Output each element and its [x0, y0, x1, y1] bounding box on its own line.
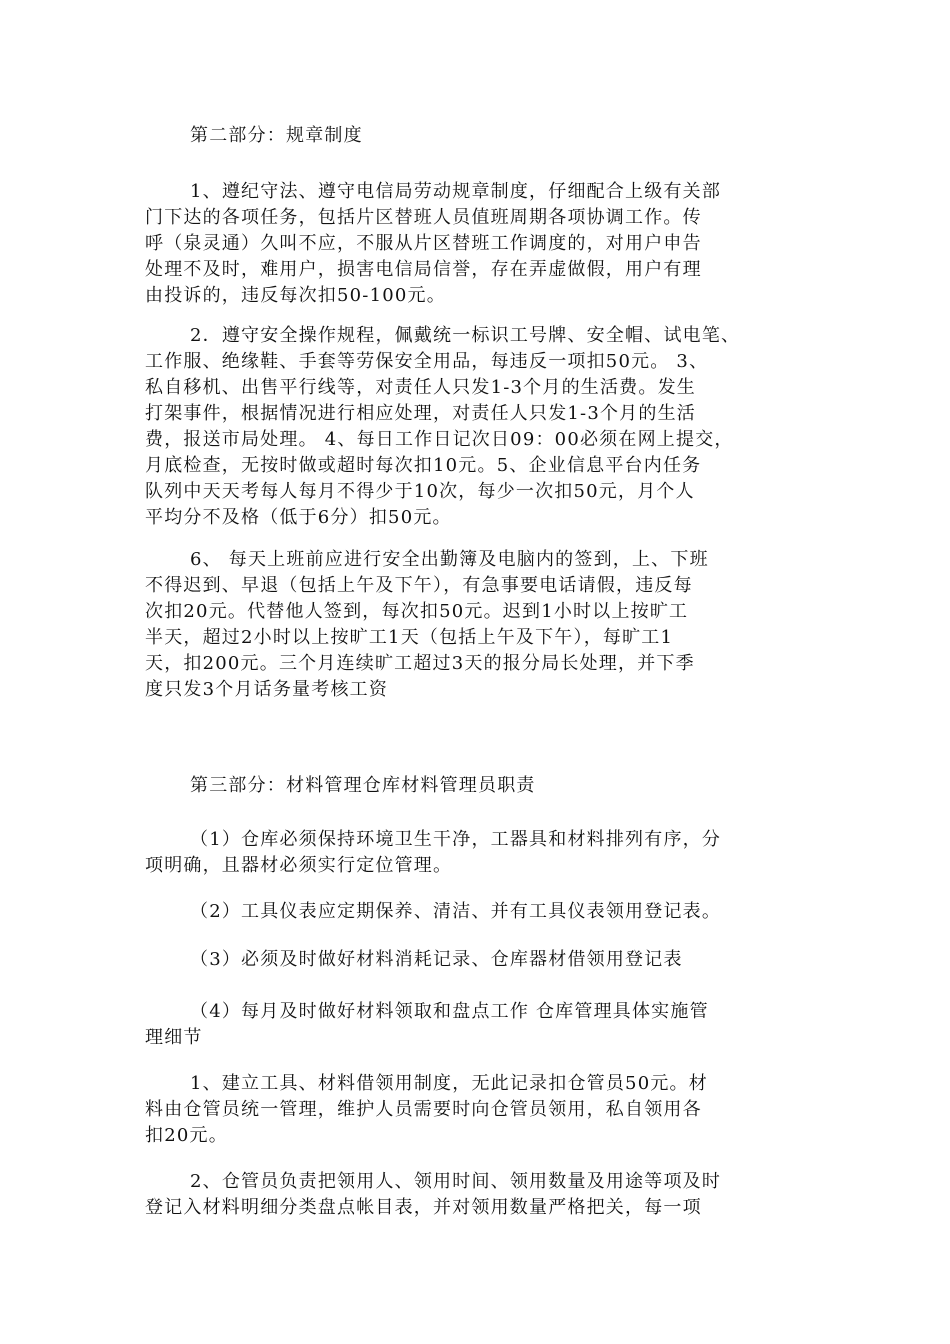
text-line: 2．遵守安全操作规程，佩戴统一标识工号牌、安全帽、试电笔、 — [190, 325, 741, 346]
text-line: 登记入材料明细分类盘点帐目表，并对领用数量严格把关，每一项 — [145, 1197, 702, 1218]
text-line: 呼（泉灵通）久叫不应，不服从片区替班工作调度的，对用户申告 — [145, 233, 702, 254]
text-line: 由投诉的，违反每次扣50-100元。 — [145, 285, 446, 306]
text-line: 理细节 — [145, 1027, 203, 1048]
text-line: 打架事件，根据情况进行相应处理，对责任人只发1-3个月的生活 — [145, 403, 696, 424]
text-line: 平均分不及格（低于6分）扣50元。 — [145, 507, 452, 528]
text-line: 处理不及时，难用户，损害电信局信誉，存在弄虚做假，用户有理 — [145, 259, 702, 280]
text-line: 月底检查，无按时做或超时每次扣10元。5、企业信息平台内任务 — [145, 455, 702, 476]
text-line: 1、建立工具、材料借领用制度，无此记录扣仓管员50元。材 — [190, 1073, 708, 1094]
text-line: 门下达的各项任务，包括片区替班人员值班周期各项协调工作。传 — [145, 207, 702, 228]
text-line: 6、 每天上班前应进行安全出勤簿及电脑内的签到，上、下班 — [190, 549, 709, 570]
text-line: 2、仓管员负责把领用人、领用时间、领用数量及用途等项及时 — [190, 1171, 722, 1192]
text-line: 费，报送市局处理。 4、每日工作日记次日09：00必须在网上提交， — [145, 429, 734, 450]
text-line: 队列中天天考每人每月不得少于10次，每少一次扣50元，月个人 — [145, 481, 695, 502]
text-line: （4）每月及时做好材料领取和盘点工作 仓库管理具体实施管 — [190, 1001, 709, 1022]
text-line: 1、遵纪守法、遵守电信局劳动规章制度，仔细配合上级有关部 — [190, 181, 722, 202]
text-line: 项明确，且器材必须实行定位管理。 — [145, 855, 453, 876]
text-line: （1）仓库必须保持环境卫生干净，工器具和材料排列有序，分 — [190, 829, 722, 850]
text-line: 扣20元。 — [145, 1125, 228, 1146]
section-heading: 第三部分：材料管理仓库材料管理员职责 — [190, 775, 536, 796]
section-heading: 第二部分：规章制度 — [190, 125, 363, 146]
text-line: 工作服、绝缘鞋、手套等劳保安全用品，每违反一项扣50元。 3、 — [145, 351, 709, 372]
text-line: 料由仓管员统一管理，维护人员需要时向仓管员领用，私自领用各 — [145, 1099, 702, 1120]
text-line: （3）必须及时做好材料消耗记录、仓库器材借领用登记表 — [190, 949, 683, 970]
text-line: 私自移机、出售平行线等，对责任人只发1-3个月的生活费。发生 — [145, 377, 696, 398]
text-line: 半天，超过2小时以上按旷工1天（包括上午及下午），每旷工1 — [145, 627, 674, 648]
text-line: 次扣20元。代替他人签到，每次扣50元。迟到1小时以上按旷工 — [145, 601, 689, 622]
text-line: 度只发3个月话务量考核工资 — [145, 679, 389, 700]
text-line: 天，扣200元。三个月连续旷工超过3天的报分局长处理，并下季 — [145, 653, 695, 674]
text-line: （2）工具仪表应定期保养、清洁、并有工具仪表领用登记表。 — [190, 901, 722, 922]
text-line: 不得迟到、早退（包括上午及下午），有急事要电话请假，违反每 — [145, 575, 693, 596]
